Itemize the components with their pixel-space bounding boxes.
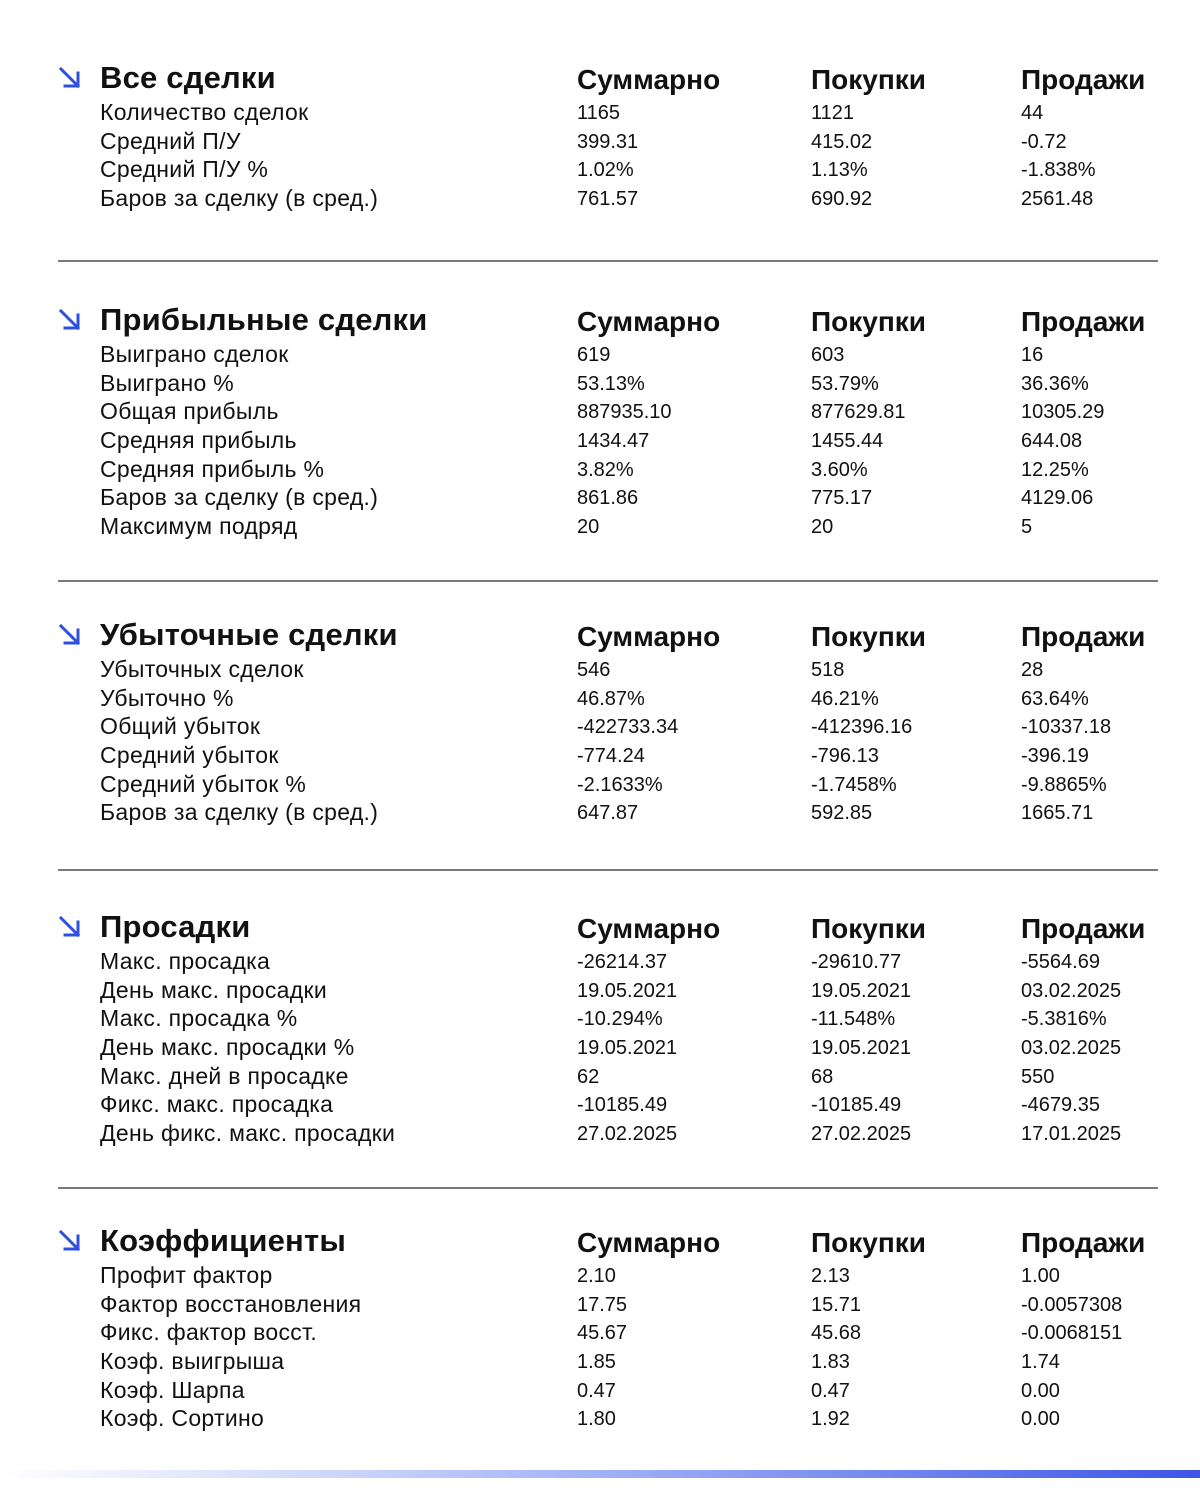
column-header-total: Суммарно	[577, 306, 721, 337]
value-total: 1165	[577, 102, 621, 124]
row-label: Баров за сделку (в сред.)	[100, 185, 379, 212]
section-title: Просадки	[100, 909, 251, 944]
row-label: День макс. просадки %	[100, 1034, 355, 1061]
row-label: Коэф. Сортино	[100, 1405, 265, 1432]
value-sells: 16	[1021, 344, 1044, 366]
value-buys: 775.17	[811, 487, 873, 510]
row-label: Коэф. выигрыша	[100, 1348, 285, 1375]
column-header-buys: Покупки	[811, 306, 926, 337]
bottom-gradient-bar	[0, 1470, 1200, 1478]
value-total: 2.10	[577, 1265, 616, 1287]
column-header-buys: Покупки	[811, 64, 926, 95]
value-total: 53.13%	[577, 372, 645, 395]
row-label: Профит фактор	[100, 1262, 273, 1288]
row-label: Средняя прибыль %	[100, 455, 325, 482]
table-row	[0, 741, 1200, 770]
value-buys: 0.47	[811, 1379, 850, 1402]
column-header-sells: Продажи	[1021, 1227, 1146, 1258]
value-buys: 15.71	[811, 1293, 862, 1316]
row-label: Макс. просадка %	[100, 1005, 298, 1032]
section-rows	[0, 340, 1200, 541]
value-total: -422733.34	[577, 716, 679, 739]
value-total: 20	[577, 516, 600, 539]
row-label: Фикс. макс. просадка	[100, 1091, 334, 1118]
value-total: -10.294%	[577, 1008, 663, 1031]
section-divider	[58, 580, 1158, 582]
table-row	[0, 712, 1200, 741]
value-total: 17.75	[577, 1293, 628, 1316]
value-buys: 603	[811, 344, 845, 366]
table-row	[0, 155, 1200, 184]
value-buys: 1121	[811, 102, 855, 124]
arrow-down-right-icon	[58, 66, 82, 90]
table-row	[0, 1404, 1200, 1433]
value-buys: 1455.44	[811, 430, 884, 453]
arrow-down-right-icon	[58, 308, 82, 332]
value-total: 46.87%	[577, 687, 645, 710]
value-sells: -5564.69	[1021, 951, 1100, 973]
section-divider	[58, 869, 1158, 871]
row-label: Средний убыток %	[100, 770, 307, 797]
value-sells: -0.72	[1021, 130, 1067, 153]
section-header	[0, 60, 1200, 96]
value-total: 27.02.2025	[577, 1123, 678, 1146]
value-buys: 877629.81	[811, 401, 906, 424]
value-total: 546	[577, 659, 611, 681]
section-title: Коэффициенты	[100, 1223, 347, 1258]
row-label: Макс. просадка	[100, 948, 271, 974]
table-row	[0, 1004, 1200, 1033]
value-buys: 1.83	[811, 1351, 850, 1374]
value-buys: 518	[811, 659, 845, 681]
value-total: 1.85	[577, 1351, 616, 1374]
value-sells: -396.19	[1021, 745, 1089, 768]
row-label: Макс. дней в просадке	[100, 1062, 349, 1089]
row-label: Баров за сделку (в сред.)	[100, 484, 379, 511]
table-row	[0, 426, 1200, 455]
row-label: Убыточных сделок	[100, 656, 304, 682]
table-row	[0, 340, 1200, 369]
section-divider	[58, 260, 1158, 262]
value-buys: 690.92	[811, 188, 873, 211]
value-total: 62	[577, 1065, 600, 1088]
column-header-sells: Продажи	[1021, 621, 1146, 652]
column-header-sells: Продажи	[1021, 913, 1146, 944]
value-total: 647.87	[577, 802, 639, 825]
value-sells: 03.02.2025	[1021, 1037, 1122, 1060]
value-total: 887935.10	[577, 401, 672, 424]
table-row	[0, 483, 1200, 512]
value-sells: -0.0057308	[1021, 1293, 1123, 1316]
row-label: Средняя прибыль	[100, 427, 297, 454]
table-row	[0, 684, 1200, 713]
arrow-down-right-icon	[58, 623, 82, 647]
value-sells: 17.01.2025	[1021, 1123, 1122, 1146]
table-row	[0, 798, 1200, 827]
section-header	[0, 302, 1200, 338]
table-row	[0, 1376, 1200, 1405]
row-label: Выиграно сделок	[100, 341, 289, 367]
column-header-buys: Покупки	[811, 1227, 926, 1258]
value-total: -774.24	[577, 745, 645, 768]
arrow-down-right-icon	[58, 1229, 82, 1253]
value-total: 399.31	[577, 130, 639, 153]
value-buys: -796.13	[811, 745, 879, 768]
table-row	[0, 1318, 1200, 1347]
column-header-buys: Покупки	[811, 913, 926, 944]
table-row	[0, 369, 1200, 398]
row-label: Фикс. фактор восст.	[100, 1319, 318, 1346]
section-header	[0, 909, 1200, 945]
column-header-sells: Продажи	[1021, 306, 1146, 337]
table-row	[0, 512, 1200, 541]
value-buys: 2.13	[811, 1265, 850, 1287]
arrow-down-right-icon	[58, 915, 82, 939]
value-buys: -1.7458%	[811, 773, 897, 796]
value-buys: 19.05.2021	[811, 979, 912, 1002]
value-sells: 1665.71	[1021, 802, 1094, 825]
table-row	[0, 397, 1200, 426]
row-label: Средний П/У	[100, 127, 241, 154]
value-buys: 1.13%	[811, 159, 868, 182]
column-header-total: Суммарно	[577, 621, 721, 652]
value-buys: 53.79%	[811, 372, 879, 395]
section-title: Убыточные сделки	[100, 617, 398, 652]
row-label: День макс. просадки	[100, 976, 328, 1003]
table-row	[0, 1261, 1200, 1290]
table-row	[0, 947, 1200, 976]
row-label: Средний убыток	[100, 742, 279, 769]
row-label: Максимум подряд	[100, 513, 298, 540]
value-buys: 20	[811, 516, 834, 539]
value-buys: 592.85	[811, 802, 873, 825]
column-header-buys: Покупки	[811, 621, 926, 652]
value-buys: 68	[811, 1065, 834, 1088]
value-buys: -10185.49	[811, 1094, 902, 1117]
value-sells: 10305.29	[1021, 401, 1105, 424]
section-header	[0, 617, 1200, 653]
column-header-total: Суммарно	[577, 64, 721, 95]
value-sells: 63.64%	[1021, 687, 1089, 710]
table-row	[0, 976, 1200, 1005]
section-rows	[0, 98, 1200, 213]
column-header-total: Суммарно	[577, 1227, 721, 1258]
value-total: 45.67	[577, 1322, 628, 1345]
value-buys: -412396.16	[811, 716, 913, 739]
value-buys: 3.60%	[811, 458, 868, 481]
value-sells: 12.25%	[1021, 458, 1089, 481]
value-buys: 415.02	[811, 130, 873, 153]
section-rows	[0, 1261, 1200, 1433]
table-row	[0, 127, 1200, 156]
value-total: 1434.47	[577, 430, 650, 453]
section-title: Прибыльные сделки	[100, 302, 428, 337]
table-row	[0, 184, 1200, 213]
table-row	[0, 1347, 1200, 1376]
value-buys: 19.05.2021	[811, 1037, 912, 1060]
value-buys: 27.02.2025	[811, 1123, 912, 1146]
value-sells: 0.00	[1021, 1408, 1060, 1431]
value-total: -10185.49	[577, 1094, 668, 1117]
value-sells: 28	[1021, 659, 1044, 681]
row-label: Коэф. Шарпа	[100, 1376, 245, 1403]
row-label: Общая прибыль	[100, 398, 279, 425]
row-label: Фактор восстановления	[100, 1290, 362, 1317]
value-total: 0.47	[577, 1379, 616, 1402]
value-sells: -0.0068151	[1021, 1322, 1123, 1345]
value-total: 761.57	[577, 188, 639, 211]
row-label: Средний П/У %	[100, 156, 269, 183]
row-label: Убыточно %	[100, 684, 234, 711]
value-total: 861.86	[577, 487, 639, 510]
value-buys: -11.548%	[811, 1008, 896, 1031]
section-title: Все сделки	[100, 60, 276, 95]
row-label: Выиграно %	[100, 369, 235, 396]
section-header	[0, 1223, 1200, 1259]
table-row	[0, 1290, 1200, 1319]
value-total: 19.05.2021	[577, 979, 678, 1002]
value-sells: 0.00	[1021, 1379, 1060, 1402]
section-divider	[58, 1187, 1158, 1189]
column-header-total: Суммарно	[577, 913, 721, 944]
table-row	[0, 1033, 1200, 1062]
value-sells: -5.3816%	[1021, 1008, 1107, 1031]
value-buys: 46.21%	[811, 687, 879, 710]
row-label: День фикс. макс. просадки	[100, 1120, 396, 1147]
value-sells: 644.08	[1021, 430, 1083, 453]
value-sells: 03.02.2025	[1021, 979, 1122, 1002]
table-row	[0, 1119, 1200, 1148]
value-sells: 44	[1021, 102, 1044, 124]
table-row	[0, 1090, 1200, 1119]
row-label: Количество сделок	[100, 99, 309, 125]
value-sells: 550	[1021, 1065, 1055, 1088]
row-label: Общий убыток	[100, 713, 261, 740]
value-total: 1.80	[577, 1408, 616, 1431]
value-total: 3.82%	[577, 458, 634, 481]
value-buys: -29610.77	[811, 951, 902, 973]
row-label: Баров за сделку (в сред.)	[100, 799, 379, 826]
table-row	[0, 455, 1200, 484]
table-row	[0, 655, 1200, 684]
value-total: 1.02%	[577, 159, 634, 182]
value-sells: 5	[1021, 516, 1033, 539]
section-rows	[0, 655, 1200, 827]
value-total: -26214.37	[577, 951, 668, 973]
section-rows	[0, 947, 1200, 1148]
table-row	[0, 1062, 1200, 1091]
value-sells: 1.00	[1021, 1265, 1060, 1287]
table-row	[0, 770, 1200, 799]
table-row	[0, 98, 1200, 127]
value-total: 19.05.2021	[577, 1037, 678, 1060]
value-total: 619	[577, 344, 611, 366]
value-total: -2.1633%	[577, 773, 663, 796]
value-buys: 1.92	[811, 1408, 850, 1431]
value-sells: -9.8865%	[1021, 773, 1107, 796]
value-sells: -10337.18	[1021, 716, 1112, 739]
value-sells: -1.838%	[1021, 159, 1096, 182]
value-sells: -4679.35	[1021, 1094, 1100, 1117]
value-sells: 36.36%	[1021, 372, 1089, 395]
column-header-sells: Продажи	[1021, 64, 1146, 95]
value-sells: 2561.48	[1021, 188, 1094, 211]
value-buys: 45.68	[811, 1322, 862, 1345]
value-sells: 4129.06	[1021, 487, 1094, 510]
value-sells: 1.74	[1021, 1351, 1060, 1374]
